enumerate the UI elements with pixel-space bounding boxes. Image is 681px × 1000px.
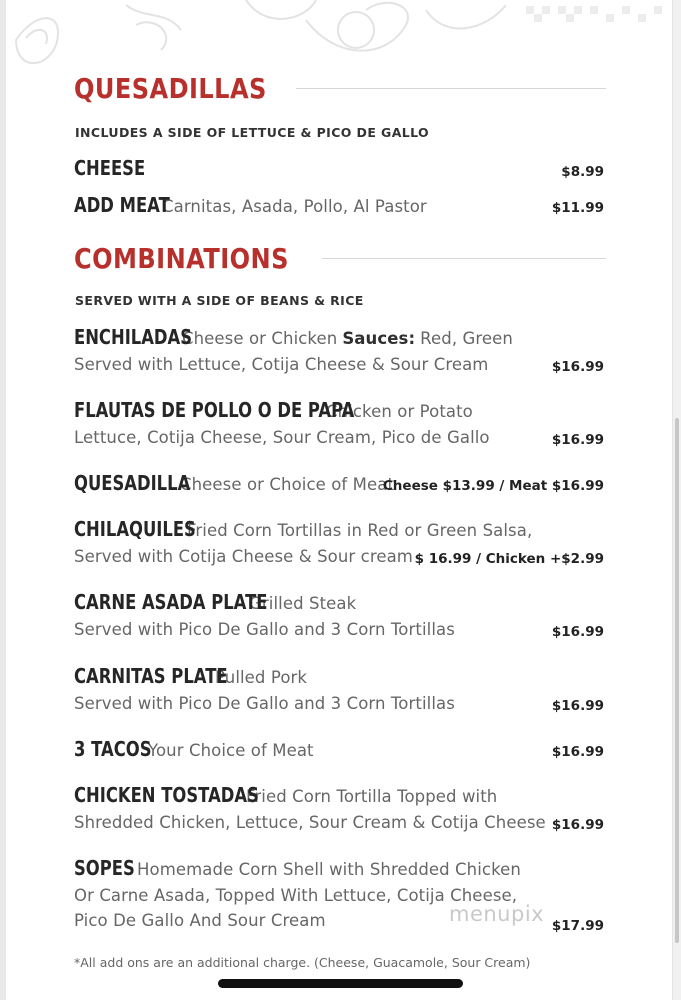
- menu-item: [74, 193, 606, 217]
- item-price: $11.99: [551, 200, 604, 216]
- item-name: CARNE ASADA PLATE: [74, 590, 268, 614]
- menu-item: [74, 517, 606, 566]
- menu-item: [74, 664, 606, 713]
- menu-item: [74, 398, 606, 447]
- menu-item: [74, 737, 606, 761]
- item-price: Cheese $13.99 / Meat $16.99: [382, 478, 604, 494]
- item-detail: Lettuce, Cotija Cheese, Sour Cream, Pico de Gallo: [74, 428, 490, 447]
- item-name: ADD MEAT: [74, 193, 170, 217]
- quesadillas-section-header: [74, 72, 606, 105]
- item-price: $16.99: [551, 359, 604, 375]
- menu-item: [74, 156, 606, 180]
- item-price: $16.99: [551, 744, 604, 760]
- item-description: Chicken or Potato: [326, 402, 473, 421]
- menu-item: [74, 783, 606, 832]
- section-note: INCLUDES A SIDE OF LETTUCE & PICO DE GALLO: [75, 125, 430, 140]
- combinations-section-header: [74, 242, 606, 275]
- item-name: FLAUTAS DE POLLO O DE PAPA: [74, 398, 355, 422]
- item-detail: Pico De Gallo And Sour Cream: [74, 911, 326, 930]
- divider: [296, 88, 606, 89]
- item-name: 3 TACOS: [74, 737, 152, 761]
- section-note: SERVED WITH A SIDE OF BEANS & RICE: [75, 293, 364, 308]
- footnote: *All add ons are an additional charge. (Cheese, Guacamole, Sour Cream): [74, 955, 531, 970]
- item-name: CHEESE: [74, 156, 146, 180]
- item-description: Fried Corn Tortillas in Red or Green Salsa,: [187, 521, 533, 540]
- item-description: Fried Corn Tortilla Topped with: [246, 787, 498, 806]
- item-name: CHICKEN TOSTADAS: [74, 783, 259, 807]
- item-name: CARNITAS PLATE: [74, 664, 228, 688]
- item-name: ENCHILADAS: [74, 325, 193, 349]
- item-description: Cheese or Choice of Meat: [180, 475, 395, 494]
- item-price: $17.99: [551, 918, 604, 934]
- item-name: SOPES: [74, 856, 135, 880]
- item-price: $16.99: [551, 624, 604, 640]
- item-description: Pulled Pork: [215, 668, 308, 687]
- divider: [322, 258, 606, 259]
- item-detail: Served with Cotija Cheese & Sour cream: [74, 547, 413, 566]
- item-description: Your Choice of Meat: [148, 741, 314, 760]
- home-indicator-bar[interactable]: [218, 979, 463, 988]
- item-price: $16.99: [551, 817, 604, 833]
- item-detail: Served with Pico De Gallo and 3 Corn Tortillas: [74, 694, 455, 713]
- scrollbar-track[interactable]: [672, 0, 681, 1000]
- item-detail: Served with Lettuce, Cotija Cheese & Sour Cream: [74, 355, 489, 374]
- item-name: CHILAQUILES: [74, 517, 196, 541]
- item-description: Cheese or Chicken: [182, 329, 338, 348]
- item-price: $ 16.99 / Chicken +$2.99: [414, 551, 604, 567]
- item-detail: Served with Pico De Gallo and 3 Corn Tortillas: [74, 620, 455, 639]
- menu-item: [74, 590, 606, 639]
- item-price: $16.99: [551, 698, 604, 714]
- item-description: Carnitas, Asada, Pollo, Al Pastor: [162, 197, 427, 216]
- floral-header-decoration: [6, 0, 672, 78]
- item-name: QUESADILLA: [74, 471, 191, 495]
- menu-item: [74, 471, 606, 495]
- section-title: COMBINATIONS: [74, 242, 289, 275]
- item-price: $16.99: [551, 432, 604, 448]
- watermark-logo: menupix: [449, 902, 545, 926]
- left-frame-edge: [0, 0, 6, 1000]
- menu-item: [74, 325, 606, 374]
- section-title: QUESADILLAS: [74, 72, 267, 105]
- item-detail: Shredded Chicken, Lettuce, Sour Cream & Cotija Cheese: [74, 813, 546, 832]
- item-price: $8.99: [561, 164, 604, 180]
- sauces-options: Red, Green: [420, 329, 513, 348]
- item-detail: Or Carne Asada, Topped With Lettuce, Cotija Cheese,: [74, 886, 518, 905]
- item-description: Homemade Corn Shell with Shredded Chicken: [137, 860, 521, 879]
- item-description: Grilled Steak: [249, 594, 357, 613]
- sauces-label: Sauces:: [342, 329, 416, 348]
- scrollbar-thumb[interactable]: [675, 418, 679, 943]
